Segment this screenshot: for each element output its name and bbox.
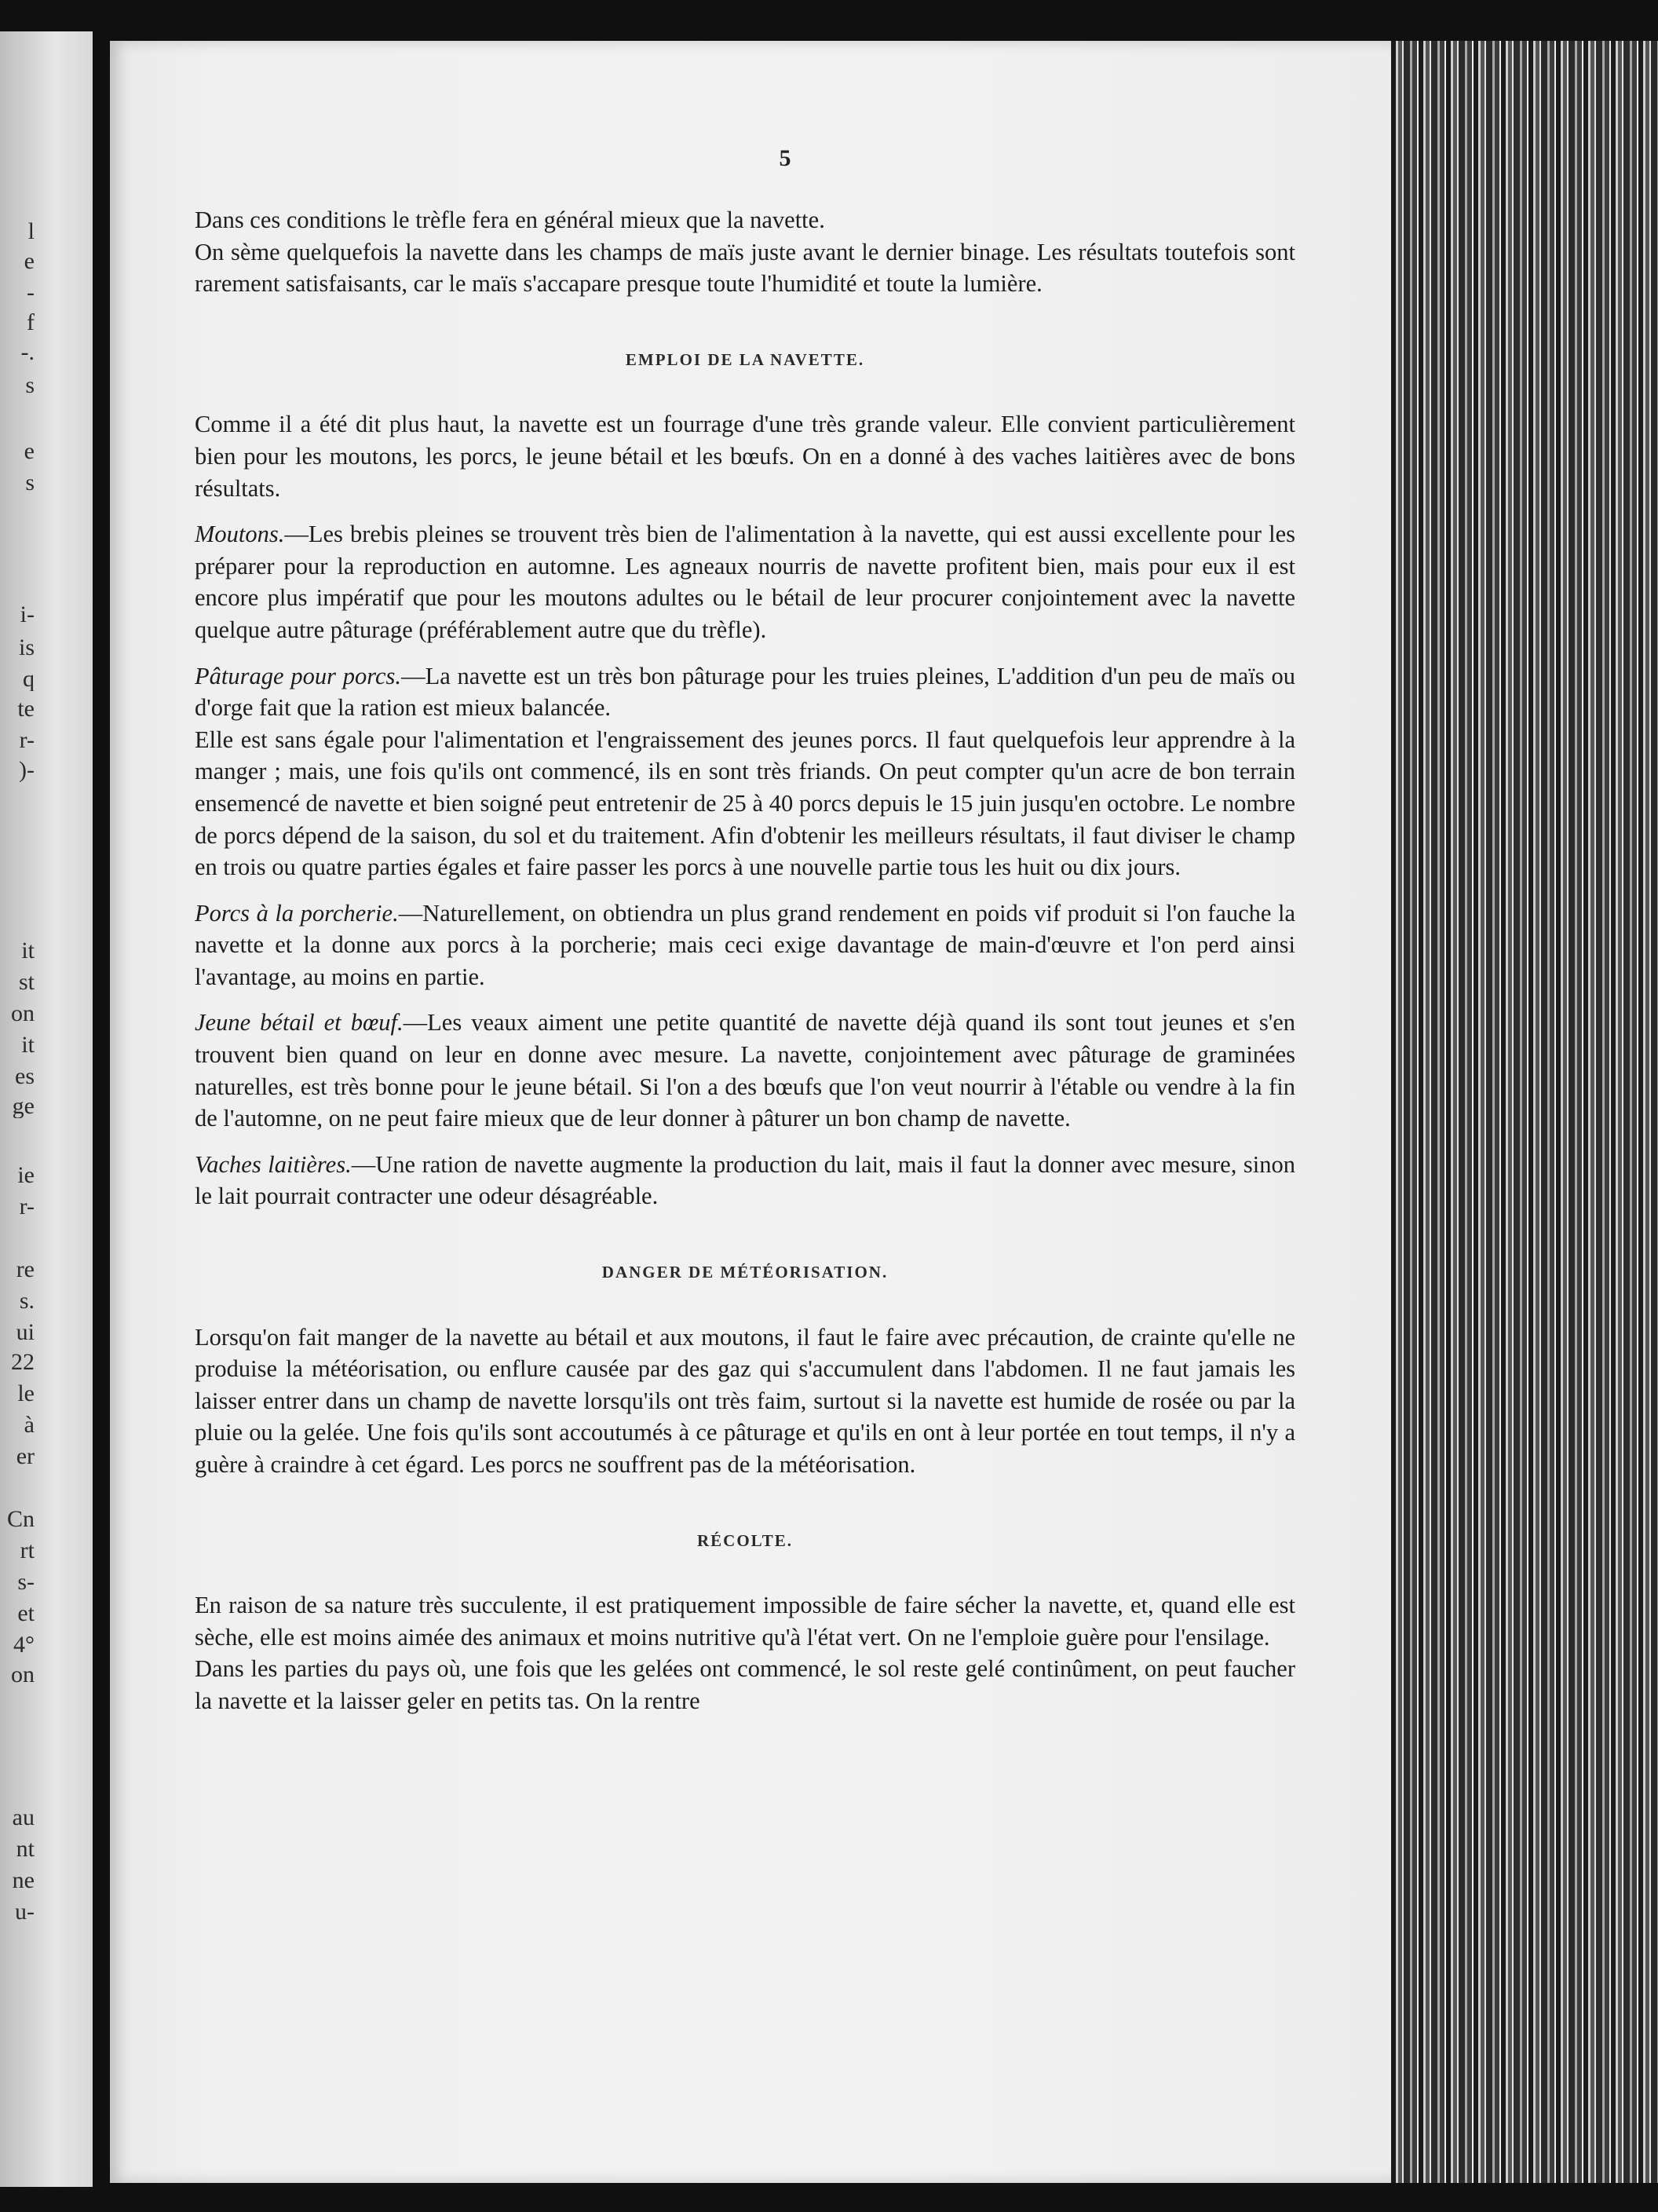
paragraph-text: —Les brebis pleines se trouvent très bien de l'alimentation à la navette, qui est aussi excellente pour les préparer pour la reproduction en automne. Les agneaux nourris de navette profitent bien, mais pour eux il est encore plus impératif que pour les moutons adultes ou le bétail de leur procurer conjointement avec la navette quelque autre pâturage (préférablement autre que du trèfle). [195, 521, 1295, 643]
facing-page-text-fragment: i- [20, 603, 35, 627]
paragraph-text: —Les veaux aiment une petite quantité de navette déjà quand ils sont tout jeunes et s'en trouvent bien quand on leur en donne avec mesure. La navette, conjointement avec pâturage de graminées naturelles, est très bonne pour le jeune bétail. Si l'on a des bœufs que l'on veut nourrir à l'étable ou vendre à la fin de l'automne, on ne peut faire mieux que de leur donner à pâturer un bon champ de navette. [195, 1009, 1296, 1132]
paragraph-text: —Naturellement, on obtiendra un plus grand rendement en poids vif produit si l'on fauche la navette et la donne aux porcs à la porcherie; mais ceci exige davantage de main-d'œuvre et l'on perd ainsi l'avantage, au moins en partie. [195, 899, 1296, 990]
facing-page-text-fragment: le [17, 1382, 35, 1406]
facing-page-text-fragment: ui [16, 1321, 35, 1344]
facing-page-text-fragment: 4° [13, 1633, 35, 1657]
facing-page-text-fragment: on [11, 1002, 35, 1026]
facing-page-text-fragment: Cn [6, 1508, 35, 1531]
facing-page-text-fragment: f [27, 311, 35, 335]
paragraph-lead: Jeune bétail et bœuf. [195, 1009, 404, 1037]
book-page-edges [1391, 41, 1658, 2183]
paragraph: En raison de sa nature très succulente, il est pratiquement impossible de faire sécher la navette, et, quand elle est sèche, elle est moins aimée des animaux et moins nutritive qu'à l'état vert. On ne l'emploie guère pour l'ensilage. [195, 1592, 1295, 1651]
paragraph: On sème quelquefois la navette dans les champs de maïs juste avant le dernier binage. Les résultats toutefois sont rarement satisfaisants, car le maïs s'accapare presque toute l'humidité et toute la lumière. [195, 238, 1295, 298]
paragraph: Dans les parties du pays où, une fois que les gelées ont commencé, le sol reste gelé continûment, on peut faucher la navette et la laisser geler en petits tas. On la rentre [195, 1655, 1295, 1714]
section-heading: DANGER DE MÉTÉORISATION. [601, 1263, 889, 1282]
paragraph: Comme il a été dit plus haut, la navette est un fourrage d'une très grande valeur. Elle convient particulièrement bien pour les moutons, les porcs, le jeune bétail et les bœufs. On en a donné à des vaches laitières avec de bons résultats. [195, 411, 1295, 502]
facing-page-text-fragment: is [18, 636, 35, 660]
facing-page-text-fragment: er [16, 1445, 35, 1468]
facing-page-text-fragment: st [18, 971, 35, 994]
paragraph-lead: Porcs à la porcherie. [195, 899, 399, 927]
facing-page-text-fragment: ie [17, 1164, 35, 1187]
facing-page-edge [0, 31, 93, 2187]
facing-page-text-fragment: es [15, 1065, 35, 1088]
paragraph: Lorsqu'on fait manger de la navette au bétail et aux moutons, il faut le faire avec précaution, de crainte qu'elle ne produise la météorisation, ou enflure causée par des gaz qui s'accumulent dans l'abdomen. Il ne faut jamais les laisser entrer dans un champ de navette lorsqu'ils ont très faim, surtout si la navette est humide de rosée ou par la pluie ou la gelée. Une fois qu'ils sont accoutumés à ce pâturage et qu'ils en ont à leur portée en tout temps, il n'y a guère à craindre à cet égard. Les porcs ne souffrent pas de la météorisation. [195, 1323, 1295, 1478]
facing-page-text-fragment: q [23, 667, 35, 691]
paragraph: Elle est sans égale pour l'alimentation et l'engraissement des jeunes porcs. Il faut quelquefois leur apprendre à la manger ; mais, une fois qu'ils ont commencé, ils en sont très friands. On peut compter qu'un acre de bon terrain ensemencé de navette et bien soigné peut entretenir de 25 à 40 porcs depuis le 15 juin jusqu'en octobre. Le nombre de porcs dépend de la saison, du sol et du traitement. Afin d'obtenir les meilleurs résultats, il faut diviser le champ en trois ou quatre parties égales et faire passer les porcs à une nouvelle partie tous les huit ou dix jours. [195, 726, 1295, 881]
facing-page-text-fragment: )- [19, 759, 35, 782]
facing-page-text-fragment: r- [19, 729, 35, 752]
section-heading: EMPLOI DE LA NAVETTE. [625, 349, 865, 369]
facing-page-text-fragment: au [12, 1806, 35, 1830]
facing-page-text-fragment: e [24, 440, 35, 463]
facing-page-text-fragment: s [25, 471, 35, 495]
page-text [195, 204, 1295, 1717]
paragraph-lead: Pâturage pour porcs. [195, 662, 402, 689]
facing-page-text-fragment: - [27, 281, 35, 305]
book-page [110, 41, 1397, 2183]
facing-page-text-fragment: ne [12, 1869, 35, 1892]
facing-page-text-fragment: s- [17, 1570, 35, 1594]
paragraph: Dans ces conditions le trèfle fera en général mieux que la navette. [195, 207, 825, 233]
paragraph [195, 660, 1295, 724]
facing-page-text-fragment: nt [16, 1837, 35, 1861]
paragraph [195, 898, 1295, 993]
facing-page-text-fragment: r- [19, 1195, 35, 1219]
paragraph-text: —Une ration de navette augmente la production du lait, mais il faut la donner avec mesure, sinon le lait pourrait contracter une odeur désagréable. [195, 1150, 1295, 1210]
facing-page-text-fragment: s [25, 374, 35, 397]
facing-page-text-fragment: rt [20, 1539, 35, 1563]
facing-page-text-fragment: te [17, 697, 35, 721]
facing-page-text-fragment: re [16, 1258, 35, 1281]
facing-page-text-fragment: à [24, 1413, 35, 1437]
facing-page-text-fragment: it [21, 1033, 35, 1057]
section-heading: RÉCOLTE. [696, 1530, 793, 1550]
facing-page-text-fragment: ge [12, 1095, 35, 1118]
facing-page-text-fragment: -. [20, 341, 35, 364]
facing-page-text-fragment: l [27, 220, 35, 243]
facing-page-text-fragment: on [11, 1663, 35, 1687]
paragraph [195, 518, 1295, 645]
facing-page-text-fragment: e [24, 250, 35, 273]
paragraph-lead: Moutons. [195, 521, 285, 548]
paragraph [195, 1149, 1295, 1212]
paragraph-text: —La navette est un très bon pâturage pour les truies pleines, L'addition d'un peu de maïs ou d'orge fait que la ration est mieux balancée. [195, 662, 1295, 722]
facing-page-text-fragment: 22 [11, 1351, 35, 1374]
facing-page-text-fragment: s. [19, 1289, 35, 1313]
facing-page-text-fragment: it [21, 939, 35, 963]
paragraph-lead: Vaches laitières. [195, 1150, 352, 1178]
facing-page-text-fragment: u- [15, 1900, 35, 1924]
paragraph [195, 1007, 1295, 1134]
facing-page-text-fragment: et [17, 1602, 35, 1625]
page-number: 5 [779, 145, 791, 171]
